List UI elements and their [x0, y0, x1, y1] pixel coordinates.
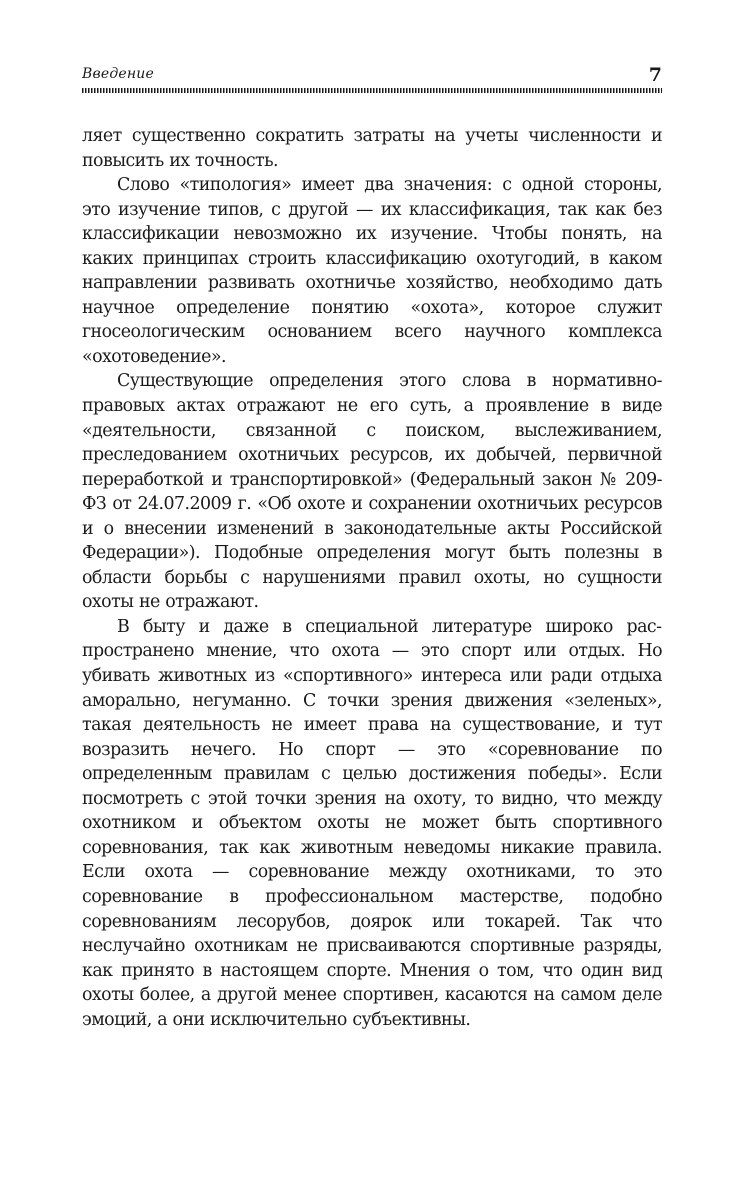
paragraph-3: Существующие определения этого слова в нормативно-правовых актах отражают не его суть, а проявление в виде «деятельности, связанной с поиском, выслеживанием, преследованием охотничьих ресурсов, их добычей, первичной переработкой и транспортировкой» (Федеральный закон № 209-ФЗ от 24.07.2009 г. «Об охоте и сохранении охотничьих ресурсов и о внесении изменений в законодательные акты Российской Федерации»). Подобные определения могут быть полезны в области борьбы с нарушениями правил охоты, но сущности охоты не отражают. [82, 371, 662, 613]
header-rule [82, 88, 662, 93]
body-text [82, 124, 662, 1032]
paragraph-1: ляет существенно сократить затраты на учеты численности и повысить их точность. [82, 126, 662, 171]
paragraph-4: В быту и даже в специальной литературе широко распространено мнение, что охота — это спорт или отдых. Но убивать животных из «спортивного» интереса или ради отдыха аморально, негуманно. С точки зрения движения «зеленых», такая деятельность не имеет права на существование, и тут возразить нечего. Но спорт — это «соревнование по определенным правилам с целью достижения победы». Если посмотреть с этой точки зрения на охоту, то видно, что между охотником и объектом охоты не может быть спортивного соревнования, так как животным неведомы никакие правила. Если охота — соревнование между охотниками, то это соревнование в профессиональном мастерстве, подобно соревнованиям лесорубов, доярок или токарей. Так что неслучайно охотникам не присваиваются спортивные разряды, как принято в настоящем спорте. Мнения о том, что один вид охоты более, а другой менее спортивен, касаются на самом деле эмоций, а они исключительно субъективны. [82, 616, 662, 1030]
running-title: Введение [82, 66, 155, 82]
book-page [82, 0, 662, 1180]
paragraph-2: Слово «типология» имеет два значения: с одной стороны, это изучение типов, с другой — их классификация, так как без классификации невозможно их изучение. Чтобы понять, на каких принципах строить классификацию охотугодий, в каком направлении развивать охотничье хозяйство, необходимо дать научное определение понятию «охота», которое служит гносеологическим основанием всего научного комплекса «охотоведение». [82, 175, 662, 367]
page-header [82, 64, 662, 100]
page-number: 7 [648, 64, 662, 86]
